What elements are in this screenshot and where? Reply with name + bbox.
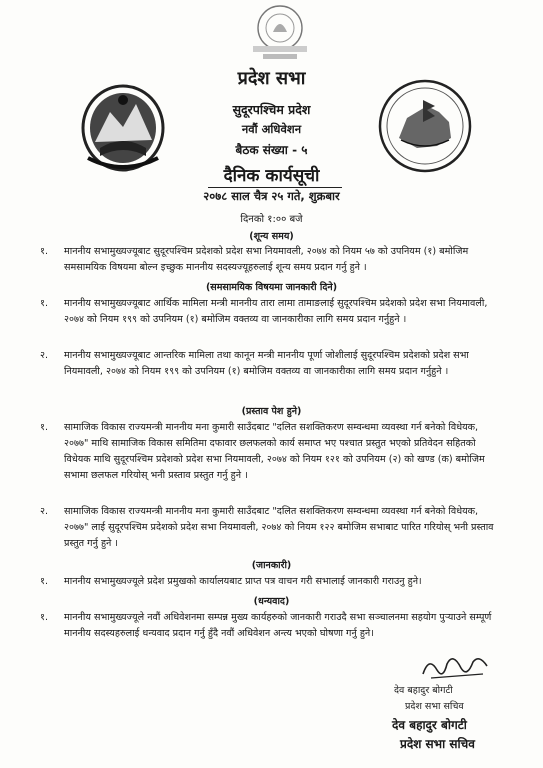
handwritten-signature [417,650,497,684]
meeting-number: बैठक संख्या - ५ [235,143,308,157]
session-label: नवौं अधिवेशन [241,122,302,136]
section-title: (धन्यवाद) [253,596,290,607]
section-title: (प्रस्ताव पेश हुने) [241,406,302,417]
province-name: सुदूरपश्चिम प्रदेश [232,102,311,117]
item-number: १. [40,246,49,257]
list-item [40,610,504,642]
list-item [40,244,504,276]
heading-underline [208,187,342,188]
list-item [40,574,504,590]
item-text: माननीय सभामुख्यज्यूबाट सुदूरपश्चिम प्रदेशको प्रदेश सभा नियमावली, २०७४ को नियम ५७ को उपनियम (१) बमोजिम समसामयिक विषयमा बोल्न इच्छुक माननीय सदस्यज्यूहरुलाई शून्य समय प्रदान गर्नु हुने । [64,246,469,273]
item-text: माननीय सभामुख्यज्यूबाट आर्थिक मामिला मन्त्री माननीय तारा लामा तामाङलाई सुदूरपश्चिम प्रदेशको प्रदेश सभा नियमावली, २०७४ को नियम १९९ को उपनियम (१) बमोजिम वक्तव्य वा जानकारीका लागि समय प्रदान गर्नुहुने । [64,298,488,325]
item-text: माननीय सभामुख्यज्यूले प्रदेश प्रमुखको कार्यालयबाट प्राप्त पत्र वाचन गरी सभालाई जानकारी गराउनु हुने। [64,576,422,587]
meeting-time: दिनको १:०० बजे [240,214,303,225]
section-title: (जानकारी) [251,560,292,571]
assembly-seal-icon [243,2,317,66]
list-item [40,504,504,552]
section-title: (शून्य समय) [249,231,294,242]
item-number: २. [40,506,49,517]
item-number: १. [40,298,49,309]
stamp-name: देव बहादुर बोगटी [392,718,467,732]
item-number: १. [40,612,49,623]
item-number: २. [40,350,49,361]
item-number: १. [40,422,49,433]
agenda-heading: दैनिक कार्यसूची [223,166,320,186]
stamp-title: प्रदेश सभा सचिव [400,737,475,751]
item-number: १. [40,576,49,587]
list-item [40,348,504,380]
meeting-date: २०७८ साल चैत्र २५ गते, शुक्रबार [203,189,340,203]
signatory-title: प्रदेश सभा सचिव [405,701,464,712]
item-text: माननीय सभामुख्यज्यूले नवौं अधिवेशनमा सम्पन्न मुख्य कार्यहरुको जानकारी गराउदै सभा सञ्चालनमा सहयोग पुऱ्याउने सम्पूर्ण माननीय सदस्यहरुलाई धन्यवाद प्रदान गर्नु हुँदै नवौं अधिवेशन अन्त्य भएको घोषणा गर्नु हुने। [64,612,492,639]
signatory-name: देव बहादुर बोगटी [394,685,453,696]
section-title: (समसामयिक विषयमा जानकारी दिने) [205,282,338,293]
item-text: सामाजिक विकास राज्यमन्त्री माननीय मना कुमारी साउँदबाट "दलित सशक्तिकरण सम्वन्धमा व्यवस्था गर्न बनेको विधेयक, २०७७" लाई सुदूरपश्चिम प्रदेशको प्रदेश सभा नियमावली, २०७४ को नियम १२२ बमोजिम सभाबाट पारित गरियोस् भनी प्रस्ताव प्रस्तुत गर्नु हुने । [64,506,494,549]
document-title: प्रदेश सभा [237,68,306,89]
item-text: माननीय सभामुख्यज्यूबाट आन्तरिक मामिला तथा कानून मन्त्री माननीय पूर्णा जोशीलाई सुदूरपश्चिम प्रदेशको प्रदेश सभा नियमावली, २०७४ को नियम १९९ को उपनियम (१) बमोजिम वक्तव्य वा जानकारीका लागि समय प्रदान गर्नुहुने । [64,350,469,377]
list-item [40,296,504,328]
list-item [40,420,504,484]
item-text: सामाजिक विकास राज्यमन्त्री माननीय मना कुमारी साउँदबाट "दलित सशक्तिकरण सम्वन्धमा व्यवस्था गर्न बनेको विधेयक, २०७७" माथि सामाजिक विकास समितिमा दफावार छलफलको कार्य समाप्त भए पश्चात प्रस्तुत भएको प्रतिवेदन सहितको विधेयक माथि सुदूरपश्चिम प्रदेशको प्रदेश सभा नियमावली, २०७४ को नियम १२१ को उपनियम (२) को खण्ड (क) बमोजिम सभामा छलफल गरियोस् भनी प्रस्ताव प्रस्तुत गर्नु हुने । [64,422,485,481]
